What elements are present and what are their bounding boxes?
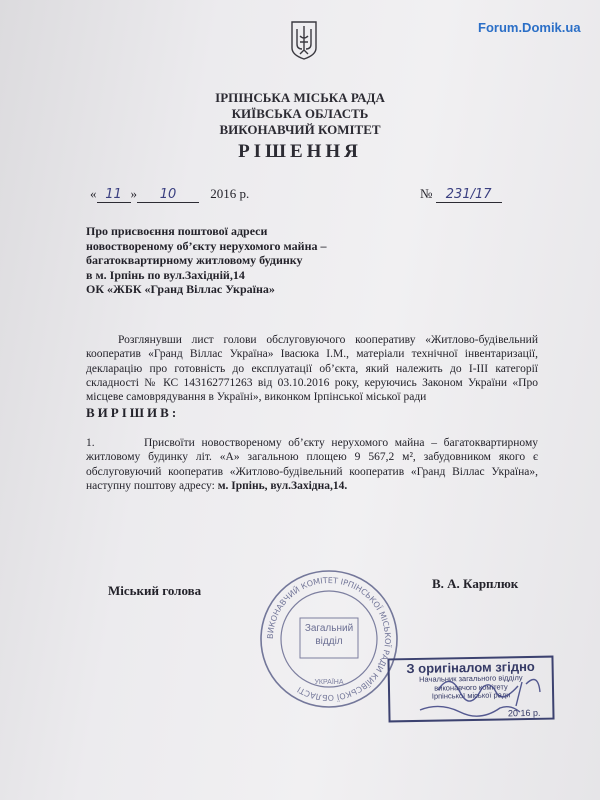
copy-stamp-line: Начальник загального відділу (419, 673, 523, 684)
coat-of-arms-icon (289, 20, 319, 60)
document-title: РІШЕННЯ (238, 141, 362, 162)
signatory-name: В. А. Карплюк (432, 576, 519, 591)
subject-line: ОК «ЖБК «Гранд Віллас Україна» (86, 282, 275, 296)
council-name: ІРПІНСЬКА МІСЬКА РАДА (215, 90, 385, 105)
decision-date (90, 186, 249, 203)
copy-stamp-line: Ірпінської міської ради (431, 690, 511, 701)
round-seal (256, 566, 402, 712)
number-label: № (420, 186, 433, 201)
number-value: 231/17 (436, 187, 502, 203)
site-watermark[interactable]: Forum.Domik.ua (478, 20, 581, 35)
seal-center-line1: Загальний (304, 623, 354, 634)
decision-number (420, 186, 502, 203)
item-number: 1. (86, 437, 95, 449)
region-name: КИЇВСЬКА ОБЛАСТЬ (231, 106, 369, 121)
handwritten-signature (390, 662, 570, 722)
decision-item-1 (86, 436, 538, 493)
date-close-quote: » (130, 186, 137, 201)
seal-bottom-text: УКРАЇНА (314, 679, 344, 686)
decided-heading: ВИРІШИВ: (86, 405, 180, 420)
signatory-position: Міський голова (108, 583, 202, 598)
subject-line: новоствореному об’єкту нерухомого майна – (86, 238, 327, 253)
item-address: м. Ірпінь, вул.Західна,14. (217, 479, 348, 492)
subject-line: багатоквартирному житловому будинку (86, 253, 303, 267)
item-text: Присвоїти новоствореному об’єкту нерухомого майна – багатоквартирному житловому будинку літ. «А» загальною площею 9 567,2 м², забудовником якого є обслуговуючий кооператив «Житлово-будівельний кооператив «Гранд Віллас Україна», наступну поштову адресу: (86, 437, 538, 492)
date-day: 11 (97, 187, 131, 203)
copy-stamp-title: З оригіналом згідно (406, 658, 535, 677)
committee-name: ВИКОНАВЧИЙ КОМІТЕТ (219, 122, 381, 137)
copy-stamp-year: 20 16 р. (507, 707, 541, 718)
date-open-quote: « (90, 186, 97, 201)
seal-center-line2: відділ (315, 636, 343, 647)
decision-subject (86, 224, 326, 297)
seal-ring-text: ВИКОНАВЧИЙ КОМІТЕТ ІРПІНСЬКОЇ МІСЬКОЇ РАДИ КИЇВСЬКОЇ ОБЛАСТІ (265, 575, 393, 703)
date-month: 10 (137, 187, 199, 203)
copy-stamp-line: виконавчого комітету (434, 681, 508, 693)
subject-line: Про присвоєння поштової адреси (86, 224, 268, 238)
preamble-paragraph: Розглянувши лист голови обслуговуючого кооперативу «Житлово-будівельний кооператив «Гранд Віллас Україна» Івасюка І.М., матеріали технічної інвентаризації, декларацію про готовність до експлуатації об’єкта, який належить до І-ІІІ категорії складності № КС 143162771263 від 03.10.2016 року, керуючись Законом України «Про місцеве самоврядування в Україні», виконком Ірпінської міської ради (86, 334, 538, 404)
subject-line: в м. Ірпінь по вул.Західній,14 (86, 267, 245, 282)
date-year: 2016 р. (210, 186, 250, 201)
